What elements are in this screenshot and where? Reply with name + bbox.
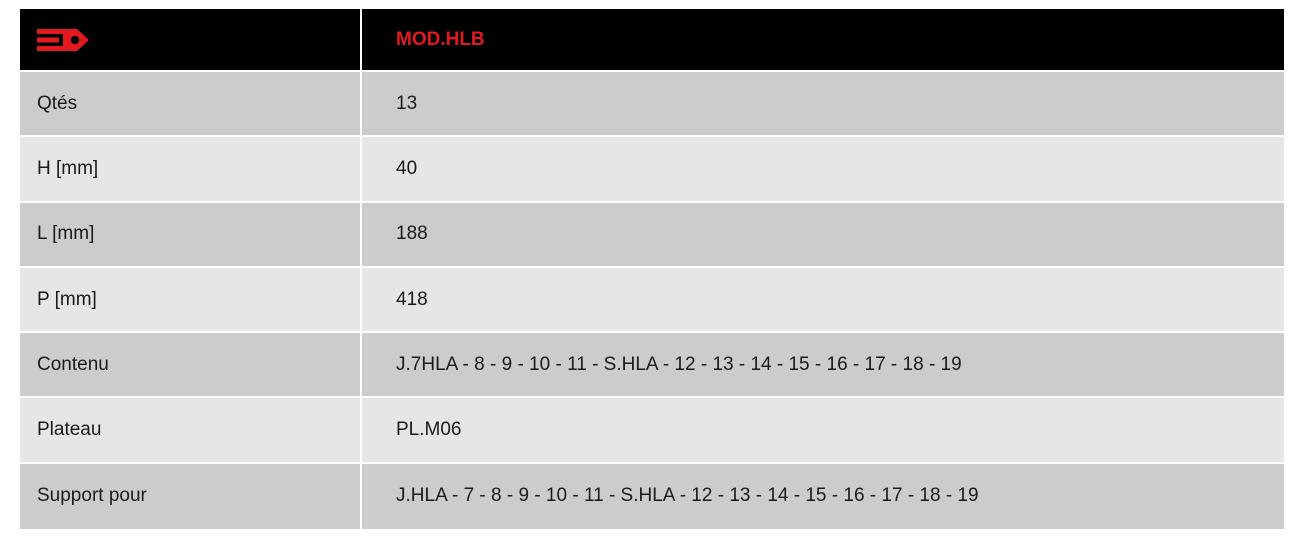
table-row: [20, 137, 1284, 202]
row-value: J.HLA - 7 - 8 - 9 - 10 - 11 - S.HLA - 12 - 13 - 14 - 15 - 16 - 17 - 18 - 19: [362, 464, 1284, 529]
row-label: Qtés: [20, 72, 362, 135]
spec-table: [20, 9, 1284, 529]
row-label: Contenu: [20, 333, 362, 396]
row-label: P [mm]: [20, 268, 362, 331]
row-label: L [mm]: [20, 203, 362, 266]
row-value: PL.M06: [362, 398, 1284, 461]
row-value: 13: [362, 72, 1284, 135]
product-title: MOD.HLB: [362, 9, 1284, 70]
table-row: [20, 333, 1284, 398]
table-row: [20, 464, 1284, 529]
row-value: J.7HLA - 8 - 9 - 10 - 11 - S.HLA - 12 - 13 - 14 - 15 - 16 - 17 - 18 - 19: [362, 333, 1284, 396]
table-row: [20, 398, 1284, 463]
table-row: [20, 203, 1284, 268]
header-logo-cell: [20, 9, 362, 70]
brand-logo-icon: [37, 28, 89, 52]
row-label: H [mm]: [20, 137, 362, 200]
table-row: [20, 268, 1284, 333]
table-row: [20, 72, 1284, 137]
row-value: 418: [362, 268, 1284, 331]
row-value: 188: [362, 203, 1284, 266]
row-label: Plateau: [20, 398, 362, 461]
table-header-row: [20, 9, 1284, 72]
row-value: 40: [362, 137, 1284, 200]
row-label: Support pour: [20, 464, 362, 529]
